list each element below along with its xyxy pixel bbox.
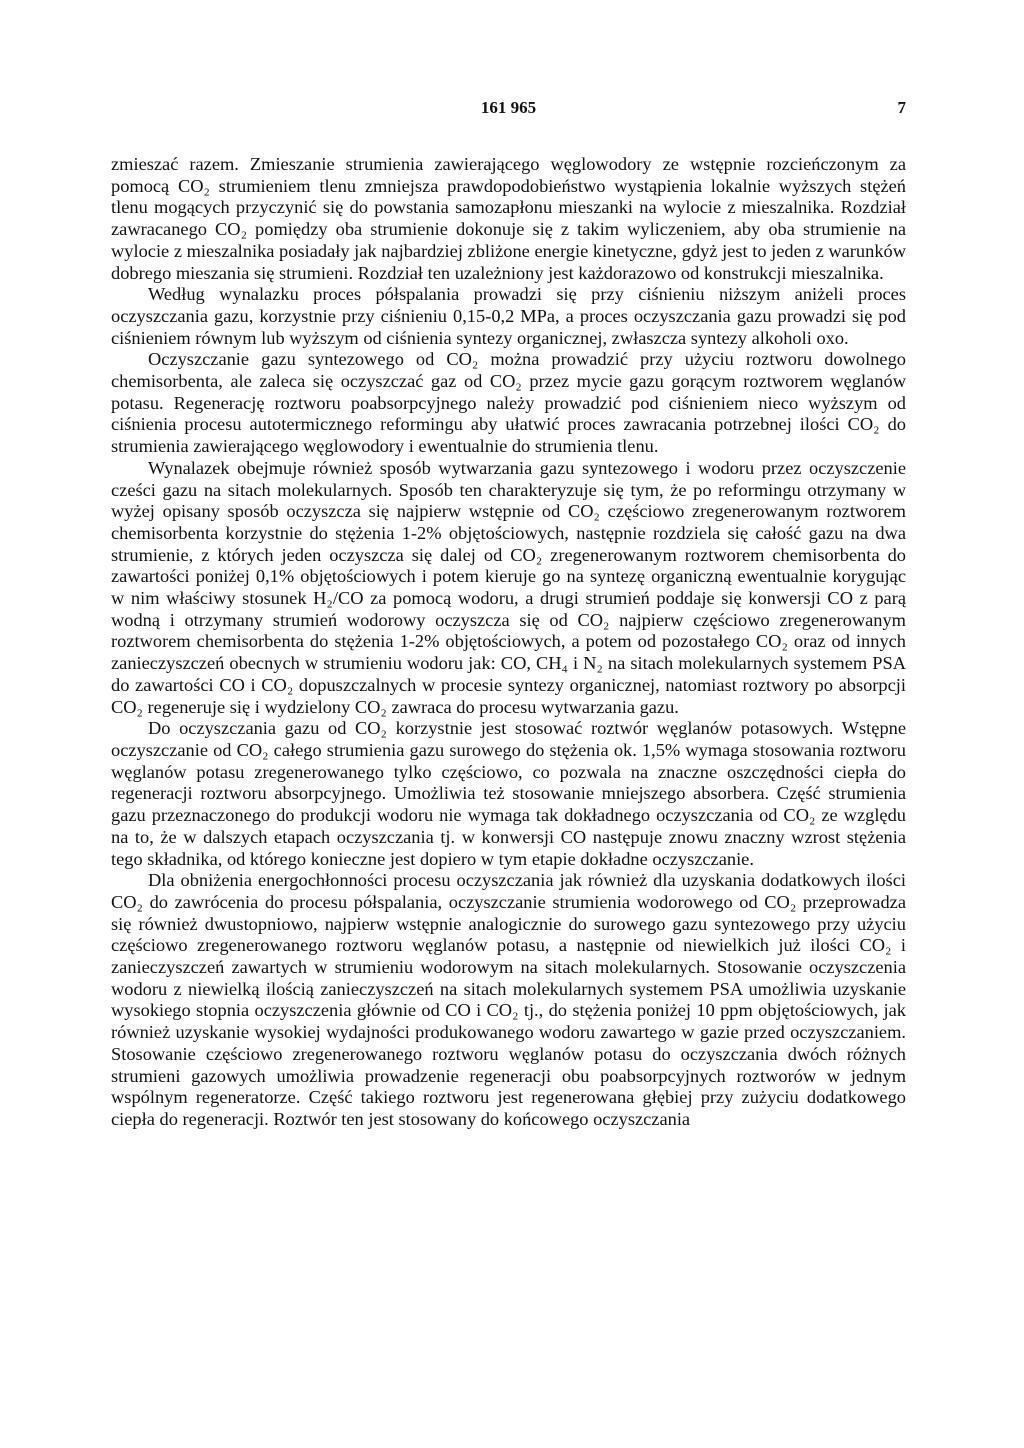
paragraph: Oczyszczanie gazu syntezowego od CO₂ można prowadzić przy użyciu roztworu dowolnego chemisorbenta, ale zaleca się oczyszczać gaz od CO₂ przez mycie gazu gorącym roztworem węglanów potasu. Regenerację roztworu poabsorpcyjnego należy prowadzić pod ciśnieniem nieco wyższym od ciśnienia procesu autotermicznego reformingu aby ułatwić proces zawracania potrzebnej ilości CO₂ do strumienia zawierającego węglowodory i ewentualnie do strumienia tlenu. bbox=[111, 349, 906, 457]
page-number: 7 bbox=[897, 98, 906, 117]
paragraph-continuation: zmieszać razem. Zmieszanie strumienia zawierającego węglowodory ze wstępnie rozcieńczonym za pomocą CO₂ strumieniem tlenu zmniejsza prawdopodobieństwo wystąpienia lokalnie wyższych stężeń tlenu mogących przyczynić się do powstania samozapłonu mieszanki na wylocie z mieszalnika. Rozdział zawracanego CO₂ pomiędzy oba strumienie dokonuje się z takim wyliczeniem, aby oba strumienie na wylocie z mieszalnika posiadały jak najbardziej zbliżone energie kinetyczne, gdyż jest to jeden z warunków dobrego mieszania się strumieni. Rozdział ten uzależniony jest każdorazowo od konstrukcji mieszalnika. bbox=[111, 154, 906, 283]
paragraph: Wynalazek obejmuje również sposób wytwarzania gazu syntezowego i wodoru przez oczyszczenie cześci gazu na sitach molekularnych. Sposób ten charakteryzuje się tym, że po reformingu otrzymany w wyżej opisany sposób oczyszcza się najpierw wstępnie od CO₂ częściowo zregenerowanym roztworem chemisorbenta korzystnie do stężenia 1-2% objętościowych, następnie rozdziela się całość gazu na dwa strumienie, z których jeden oczyszcza się dalej od CO₂ zregenerowanym roztworem chemisorbenta do zawartości poniżej 0,1% objętościowych i potem kieruje go na syntezę organiczną ewentualnie korygując w nim właściwy stosunek H₂/CO za pomocą wodoru, a drugi strumień poddaje się konwersji CO z parą wodną i otrzymany strumień wodorowy oczyszcza się od CO₂ najpierw częściowo zregenerowanym roztworem chemisorbenta do stężenia 1-2% objętościowych, a potem od pozostałego CO₂ oraz od innych zanieczyszczeń obecnych w strumieniu wodoru jak: CO, CH₄ i N₂ na sitach molekularnych systemem PSA do zawartości CO i CO₂ dopuszczalnych w procesie syntezy organicznej, natomiast roztwory po absorpcji CO₂ regeneruje się i wydzielony CO₂ zawraca do procesu wytwarzania gazu. bbox=[111, 457, 906, 717]
paragraph: Dla obniżenia energochłonności procesu oczyszczania jak również dla uzyskania dodatkowych ilości CO₂ do zawrócenia do procesu półspalania, oczyszczanie strumienia wodorowego od CO₂ przeprowadza się również dwustopniowo, najpierw wstępnie analogicznie do surowego gazu syntezowego przy użyciu częściowo zregenerowanego roztworu węglanów potasu, a następnie od niewielkich już ilości CO₂ i zanieczyszczeń zawartych w strumieniu wodorowym na sitach molekularnych. Stosowanie oczyszczenia wodoru z niewielką ilością zanieczyszczeń na sitach molekularnych systemem PSA umożliwia uzyskanie wysokiego stopnia oczyszczenia głównie od CO i CO₂ tj., do stężenia poniżej 10 ppm objętościowych, jak również uzyskanie wysokiej wydajności produkowanego wodoru zawartego w gazie przed oczyszczaniem. Stosowanie częściowo zregenerowanego roztworu węglanów potasu do oczyszczania dwóch różnych strumieni gazowych umożliwia prowadzenie regeneracji obu poabsorpcyjnych roztworów w jednym wspólnym regeneratorze. Część takiego roztworu jest regenerowana głębiej przy zużyciu dodatkowego ciepła do regeneracji. Roztwór ten jest stosowany do końcowego oczyszczania bbox=[111, 870, 906, 1129]
paragraph: Do oczyszczania gazu od CO₂ korzystnie jest stosować roztwór węglanów potasowych. Wstępne oczyszczanie od CO₂ całego strumienia gazu surowego do stężenia ok. 1,5% wymaga stosowania roztworu węglanów potasu zregenerowanego tylko częściowo, co pozwala na znaczne oszczędności ciepła do regeneracji roztworu absorpcyjnego. Umożliwia też stosowanie mniejszego absorbera. Część strumienia gazu przeznaczonego do produkcji wodoru nie wymaga tak dokładnego oczyszczania od CO₂ ze względu na to, że w dalszych etapach oczyszczania tj. w konwersji CO następuje znowu znaczny wzrost stężenia tego składnika, od którego konieczne jest dopiero w tym etapie dokładne oczyszczanie. bbox=[111, 718, 906, 869]
body-text bbox=[111, 154, 906, 1131]
paragraph: Według wynalazku proces półspalania prowadzi się przy ciśnieniu niższym aniżeli proces oczyszczania gazu, korzystnie przy ciśnieniu 0,15-0,2 MPa, a proces oczyszczania gazu prowadzi się pod ciśnieniem równym lub wyższym od ciśnienia syntezy organicznej, zwłaszcza syntezy alkoholi oxo. bbox=[111, 284, 906, 348]
document-number: 161 965 bbox=[480, 98, 537, 117]
page-header bbox=[111, 98, 906, 122]
